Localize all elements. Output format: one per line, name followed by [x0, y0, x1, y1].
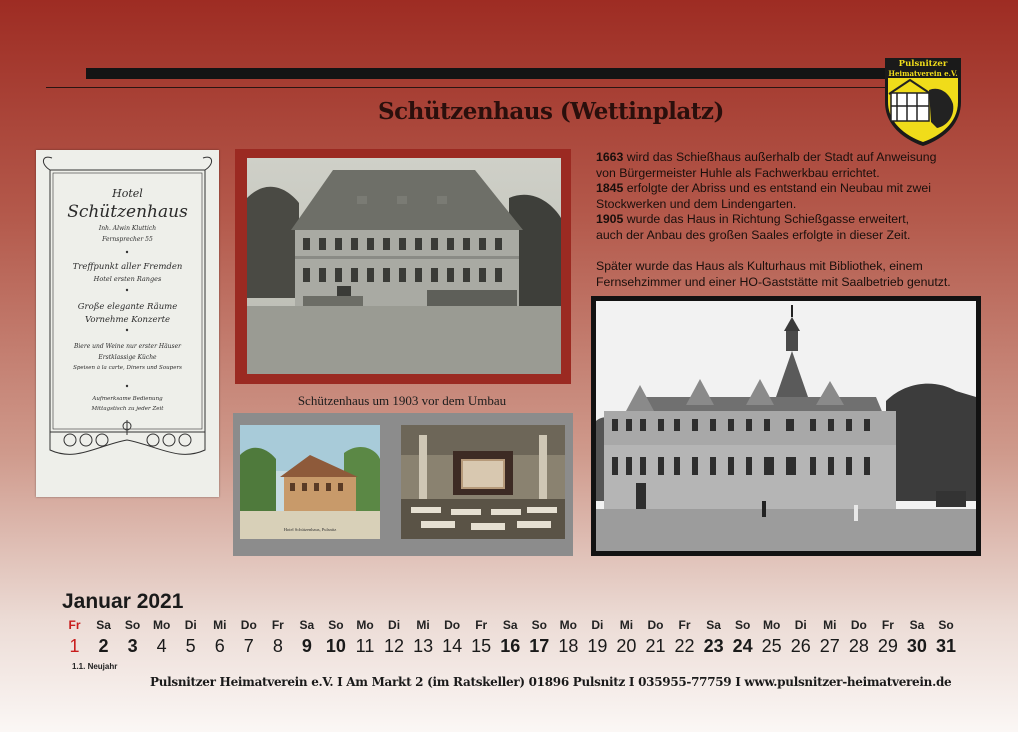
top-black-bar	[86, 68, 886, 79]
weekday-label: Di	[184, 618, 197, 632]
top-thin-rule	[46, 87, 886, 88]
calendar-day	[757, 618, 786, 657]
history-line-6: auch der Anbau des großen Saales erfolgte in dieser Zeit.	[596, 227, 911, 242]
day-number: 13	[413, 636, 434, 656]
history-line-9: Fernsehzimmer und einer HO-Gaststätte mit Saalbetrieb genutzt.	[596, 274, 951, 289]
calendar-day	[467, 618, 496, 657]
weekday-label: Fr	[475, 618, 488, 632]
history-line-3: 1845 erfolgte der Abriss und es entstand ein Neubau mit zwei	[596, 181, 931, 196]
weekday-label: Mi	[416, 618, 430, 632]
menu-line-7: Speisen à la carte, Diners und Soupers	[73, 365, 182, 371]
weekday-label: Mo	[559, 618, 577, 632]
weekday-label: So	[734, 618, 751, 632]
menu-line-6: Erstklassige Küche	[98, 354, 157, 361]
day-number: 12	[384, 636, 405, 656]
menu-line-4: Vornehme Konzerte	[84, 315, 171, 325]
weekday-label: Fr	[678, 618, 691, 632]
day-number: 21	[645, 636, 666, 656]
weekday-label: Do	[647, 618, 664, 632]
menu-name: Schützenhaus	[67, 202, 188, 222]
menu-phone: Fernsprecher 55	[102, 236, 153, 243]
calendar-day	[525, 618, 554, 657]
schuetzenhaus-1903-photo	[247, 158, 561, 374]
calendar-day	[176, 618, 205, 657]
calendar-days	[60, 618, 960, 658]
calendar-day	[670, 618, 699, 657]
weekday-label: So	[938, 618, 954, 632]
calendar-day	[205, 618, 234, 657]
day-number: 5	[185, 636, 196, 656]
calendar-day	[728, 618, 757, 657]
day-number: 28	[848, 636, 869, 656]
logo-line-1: Pulsnitzer	[898, 59, 948, 69]
calendar-day	[60, 618, 89, 657]
menu-line-8: Aufmerksame Bedienung	[92, 396, 163, 402]
day-number: 19	[587, 636, 608, 656]
calendar-day	[409, 618, 438, 657]
day-number: 29	[877, 636, 898, 656]
history-line-2: von Bürgermeister Huhle als Fachwerkbau errichtet.	[596, 165, 880, 180]
calendar-day	[699, 618, 728, 657]
weekday-label: Sa	[706, 618, 721, 632]
calendar-day	[321, 618, 350, 657]
calendar-day	[496, 618, 525, 657]
calendar-day	[89, 618, 118, 657]
day-number: 15	[471, 636, 492, 656]
menu-line-3: Große elegante Räume	[77, 302, 178, 312]
weekday-label: Sa	[96, 618, 111, 632]
weekday-label: Mo	[356, 618, 374, 632]
logo-line-2: Heimatverein e.V.	[888, 69, 958, 78]
footer-address: Pulsnitzer Heimatverein e.V. I Am Markt 2 (im Ratskeller) 01896 Pulsnitz I 035955-77759 I www.pulsnitzer-heimatverein.de	[150, 675, 952, 689]
calendar-day	[583, 618, 612, 657]
weekday-label: Di	[388, 618, 401, 632]
day-number: 14	[442, 636, 463, 656]
day-number: 22	[674, 636, 695, 656]
weekday-label: So	[124, 618, 141, 632]
day-number: 3	[127, 636, 138, 656]
day-number: 4	[156, 636, 167, 656]
weekday-label: Sa	[909, 618, 925, 632]
calendar-day	[641, 618, 670, 657]
day-number: 1	[69, 636, 80, 656]
day-number: 25	[761, 636, 782, 656]
weekday-label: Di	[794, 618, 807, 632]
kulturhaus-photo-frame	[591, 296, 981, 556]
heimatverein-logo	[883, 56, 963, 148]
history-line-5: 1905 wurde das Haus in Richtung Schießgasse erweitert,	[596, 212, 910, 227]
weekday-label: Mo	[763, 618, 781, 632]
postcard-caption: Hotel Schützenhaus, Pulsnitz	[283, 527, 337, 532]
photo-caption: Schützenhaus um 1903 vor dem Umbau	[297, 393, 507, 408]
calendar-day	[234, 618, 263, 657]
weekday-label: Fr	[881, 618, 894, 632]
weekday-label: Mi	[619, 618, 634, 632]
calendar-day	[786, 618, 815, 657]
history-line-1: 1663 wird das Schießhaus außerhalb der Stadt auf Anweisung	[596, 150, 937, 164]
holiday-note: 1.1. Neujahr	[72, 662, 118, 671]
day-number: 27	[819, 636, 840, 656]
day-number: 23	[703, 636, 724, 656]
calendar-day	[147, 618, 176, 657]
weekday-label: Sa	[299, 618, 315, 632]
day-number: 31	[935, 636, 957, 656]
menu-line-1: Treffpunkt aller Fremden	[72, 262, 183, 272]
weekday-label: Fr	[68, 618, 81, 632]
day-number: 26	[790, 636, 811, 656]
weekday-label: Mi	[213, 618, 227, 632]
menu-line-5: Biere und Weine nur erster Häuser	[73, 343, 182, 350]
schuetzenhaus-after-1905-photo	[596, 301, 976, 551]
history-gap	[596, 244, 1006, 260]
day-number: 9	[301, 636, 312, 656]
weekday-label: Mi	[823, 618, 837, 632]
calendar-day	[292, 618, 321, 657]
calendar-day	[932, 618, 961, 657]
calendar-day	[438, 618, 467, 657]
day-number: 10	[325, 636, 346, 656]
calendar-day	[554, 618, 583, 657]
day-number: 24	[732, 636, 753, 656]
menu-owner: Inh. Alwin Kluttich	[98, 225, 157, 232]
weekday-label: Fr	[271, 618, 284, 632]
menu-hotel: Hotel	[112, 187, 143, 200]
menu-line-9: Mittagstisch zu jeder Zeit	[91, 406, 164, 412]
day-number: 8	[272, 636, 283, 656]
street-postcard	[240, 425, 380, 539]
history-text	[596, 150, 1006, 290]
calendar-day	[815, 618, 844, 657]
day-number: 17	[529, 636, 550, 656]
history-line-8: Später wurde das Haus als Kulturhaus mit Bibliothek, einem	[596, 259, 923, 274]
calendar-day	[351, 618, 380, 657]
calendar-day	[612, 618, 641, 657]
menu-card-image	[36, 150, 219, 497]
day-number: 11	[355, 636, 375, 656]
weekday-label: So	[531, 618, 547, 632]
main-photo-frame	[235, 149, 571, 384]
calendar-day	[263, 618, 292, 657]
weekday-label: So	[328, 618, 344, 632]
weekday-label: Do	[850, 618, 867, 632]
day-number: 20	[616, 636, 637, 656]
calendar-day	[902, 618, 931, 657]
day-number: 2	[98, 636, 109, 656]
calendar-day	[873, 618, 902, 657]
calendar-day	[118, 618, 147, 657]
day-number: 18	[558, 636, 579, 656]
menu-line-2: Hotel ersten Ranges	[93, 275, 162, 283]
day-number: 7	[243, 636, 254, 656]
calendar-day	[380, 618, 409, 657]
day-number: 16	[500, 636, 521, 656]
calendar-month: Januar 2021	[62, 590, 184, 613]
weekday-label: Mo	[152, 618, 171, 632]
postcards-frame	[233, 413, 573, 556]
weekday-label: Di	[591, 618, 604, 632]
weekday-label: Do	[444, 618, 461, 632]
history-line-4: Stockwerken und dem Lindengarten.	[596, 196, 797, 211]
day-number: 30	[906, 636, 927, 656]
ballroom-postcard	[401, 425, 565, 539]
page-title: Schützenhaus (Wettinplatz)	[378, 98, 724, 125]
weekday-label: Do	[240, 618, 257, 632]
day-number: 6	[214, 636, 225, 656]
calendar-day	[844, 618, 873, 657]
weekday-label: Sa	[502, 618, 518, 632]
